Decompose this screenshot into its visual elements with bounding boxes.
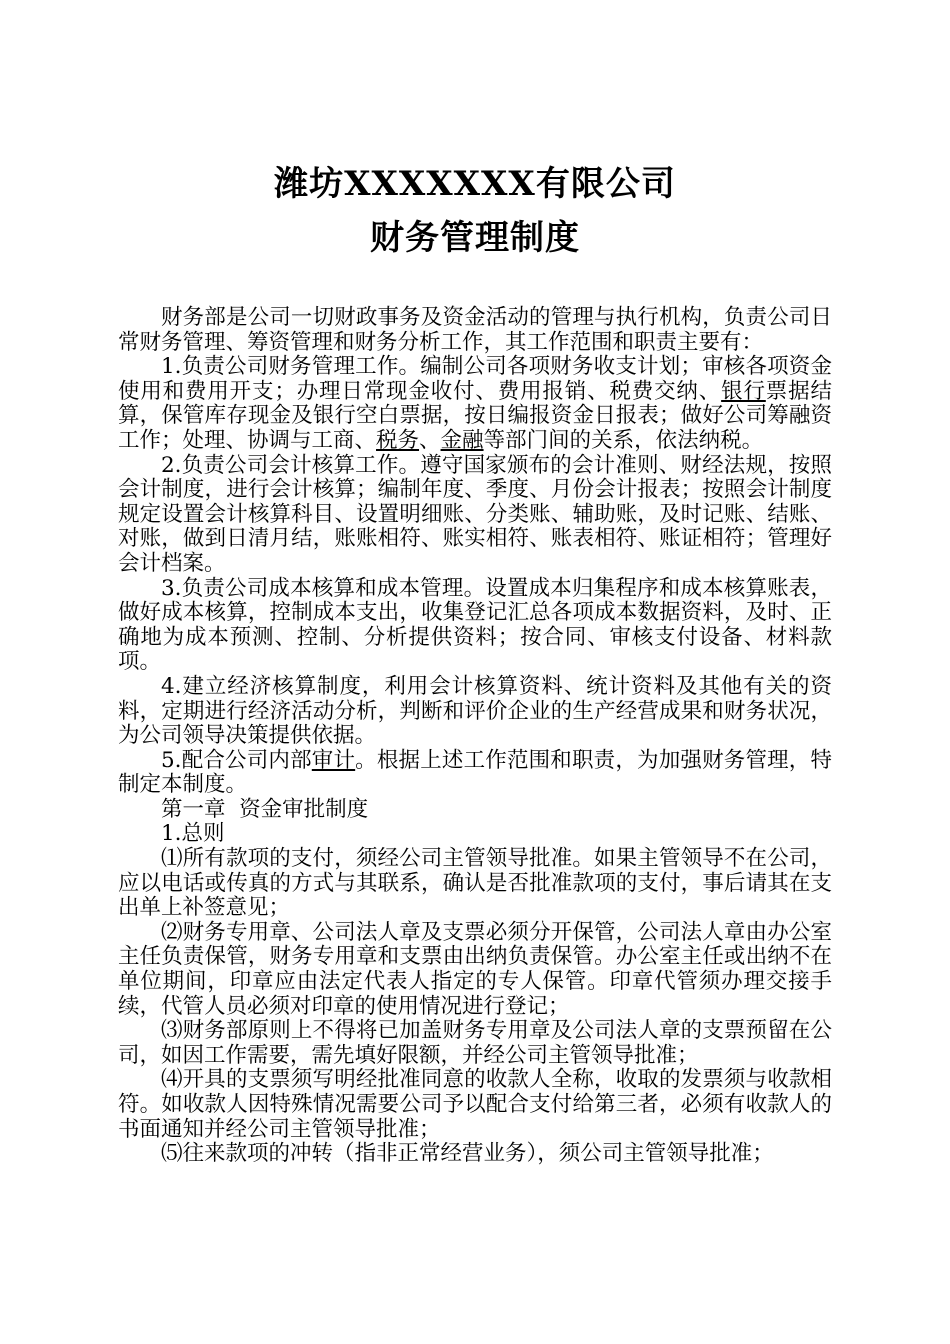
item-2-paragraph: 2.负责公司会计核算工作。遵守国家颁布的会计准则、财经法规，按照会计制度，进行会计核算；编制年度、季度、月份会计报表；按照会计制度规定设置会计核算科目、设置明细账、分类账、辅助账，及时记账、结账、对账，做到日清月结，账账相符、账实相符、账表相符、账证相符；管理好会计档案。 (118, 452, 832, 576)
item-1-paragraph (118, 355, 832, 453)
link-audit[interactable]: 审计 (311, 747, 356, 773)
intro-paragraph: 财务部是公司一切财政事务及资金活动的管理与执行机构，负责公司日常财务管理、筹资管理和财务分析工作，其工作范围和职责主要有： (118, 305, 832, 355)
item-5-text-b: 。根据上述工作范围和职责，为加强财务管理，特制定本制度。 (118, 747, 832, 798)
clause-2-paragraph: ⑵财务专用章、公司法人章及支票必须分开保管，公司法人章由办公室主任负责保管，财务专用章和支票由出纳负责保管。办公室主任或出纳不在单位期间，印章应由法定代表人指定的专人保管。印章代管须办理交接手续，代管人员必须对印章的使用情况进行登记； (118, 919, 832, 1019)
item-4-paragraph: 4.建立经济核算制度，利用会计核算资料、统计资料及其他有关的资料，定期进行经济活动分析，判断和评价企业的生产经营成果和财务状况，为公司领导决策提供依据。 (118, 673, 832, 749)
item-1-text-a: 1.负责公司财务管理工作。编制公司各项财务收支计划；审核各项资金使用和费用开支；办理日常现金收付、费用报销、税费交纳、 (118, 354, 832, 404)
item-3-paragraph: 3.负责公司成本核算和成本管理。设置成本归集程序和成本核算账表，做好成本核算，控制成本支出，收集登记汇总各项成本数据资料，及时、正确地为成本预测、控制、分析提供资料；按合同、审核支付设备、材料款项。 (118, 575, 832, 675)
link-finance[interactable]: 金融 (440, 427, 484, 453)
document-body (118, 306, 832, 1167)
document-title-company: 潍坊XXXXXXX有限公司 (274, 164, 676, 204)
item-1-text-c: 、 (419, 427, 441, 453)
document-title-policy: 财务管理制度 (370, 218, 580, 258)
item-5-text-a: 5.配合公司内部 (161, 747, 312, 773)
item-1-text-d: 等部门间的关系，依法纳税。 (483, 427, 764, 453)
clause-4-paragraph: ⑷开具的支票须写明经批准同意的收款人全称，收取的发票须与收款相符。如收款人因特殊情况需要公司予以配合支付给第三者，必须有收款人的书面通知并经公司主管领导批准； (118, 1067, 832, 1142)
clause-5-paragraph: ⑸往来款项的冲转（指非正常经营业务），须公司主管领导批准； (161, 1141, 774, 1167)
link-bank[interactable]: 银行 (721, 378, 766, 404)
item-5-paragraph (118, 749, 832, 798)
link-tax[interactable]: 税务 (376, 427, 420, 453)
section-1-heading: 1.总则 (161, 821, 225, 847)
item-1-text-b: 票据结算，保管库存现金及银行空白票据，按日编报资金日报表；做好公司筹融资工作；处理、协调与工商、 (118, 378, 832, 453)
clause-1-paragraph: ⑴所有款项的支付，须经公司主管领导批准。如果主管领导不在公司，应以电话或传真的方式与其联系，确认是否批准款项的支付，事后请其在支出单上补签意见； (118, 846, 832, 921)
chapter-1-heading: 第一章 资金审批制度 (161, 796, 369, 822)
clause-3-paragraph: ⑶财务部原则上不得将已加盖财务专用章及公司法人章的支票预留在公司，如因工作需要，需先填好限额，并经公司主管领导批准； (118, 1018, 832, 1068)
